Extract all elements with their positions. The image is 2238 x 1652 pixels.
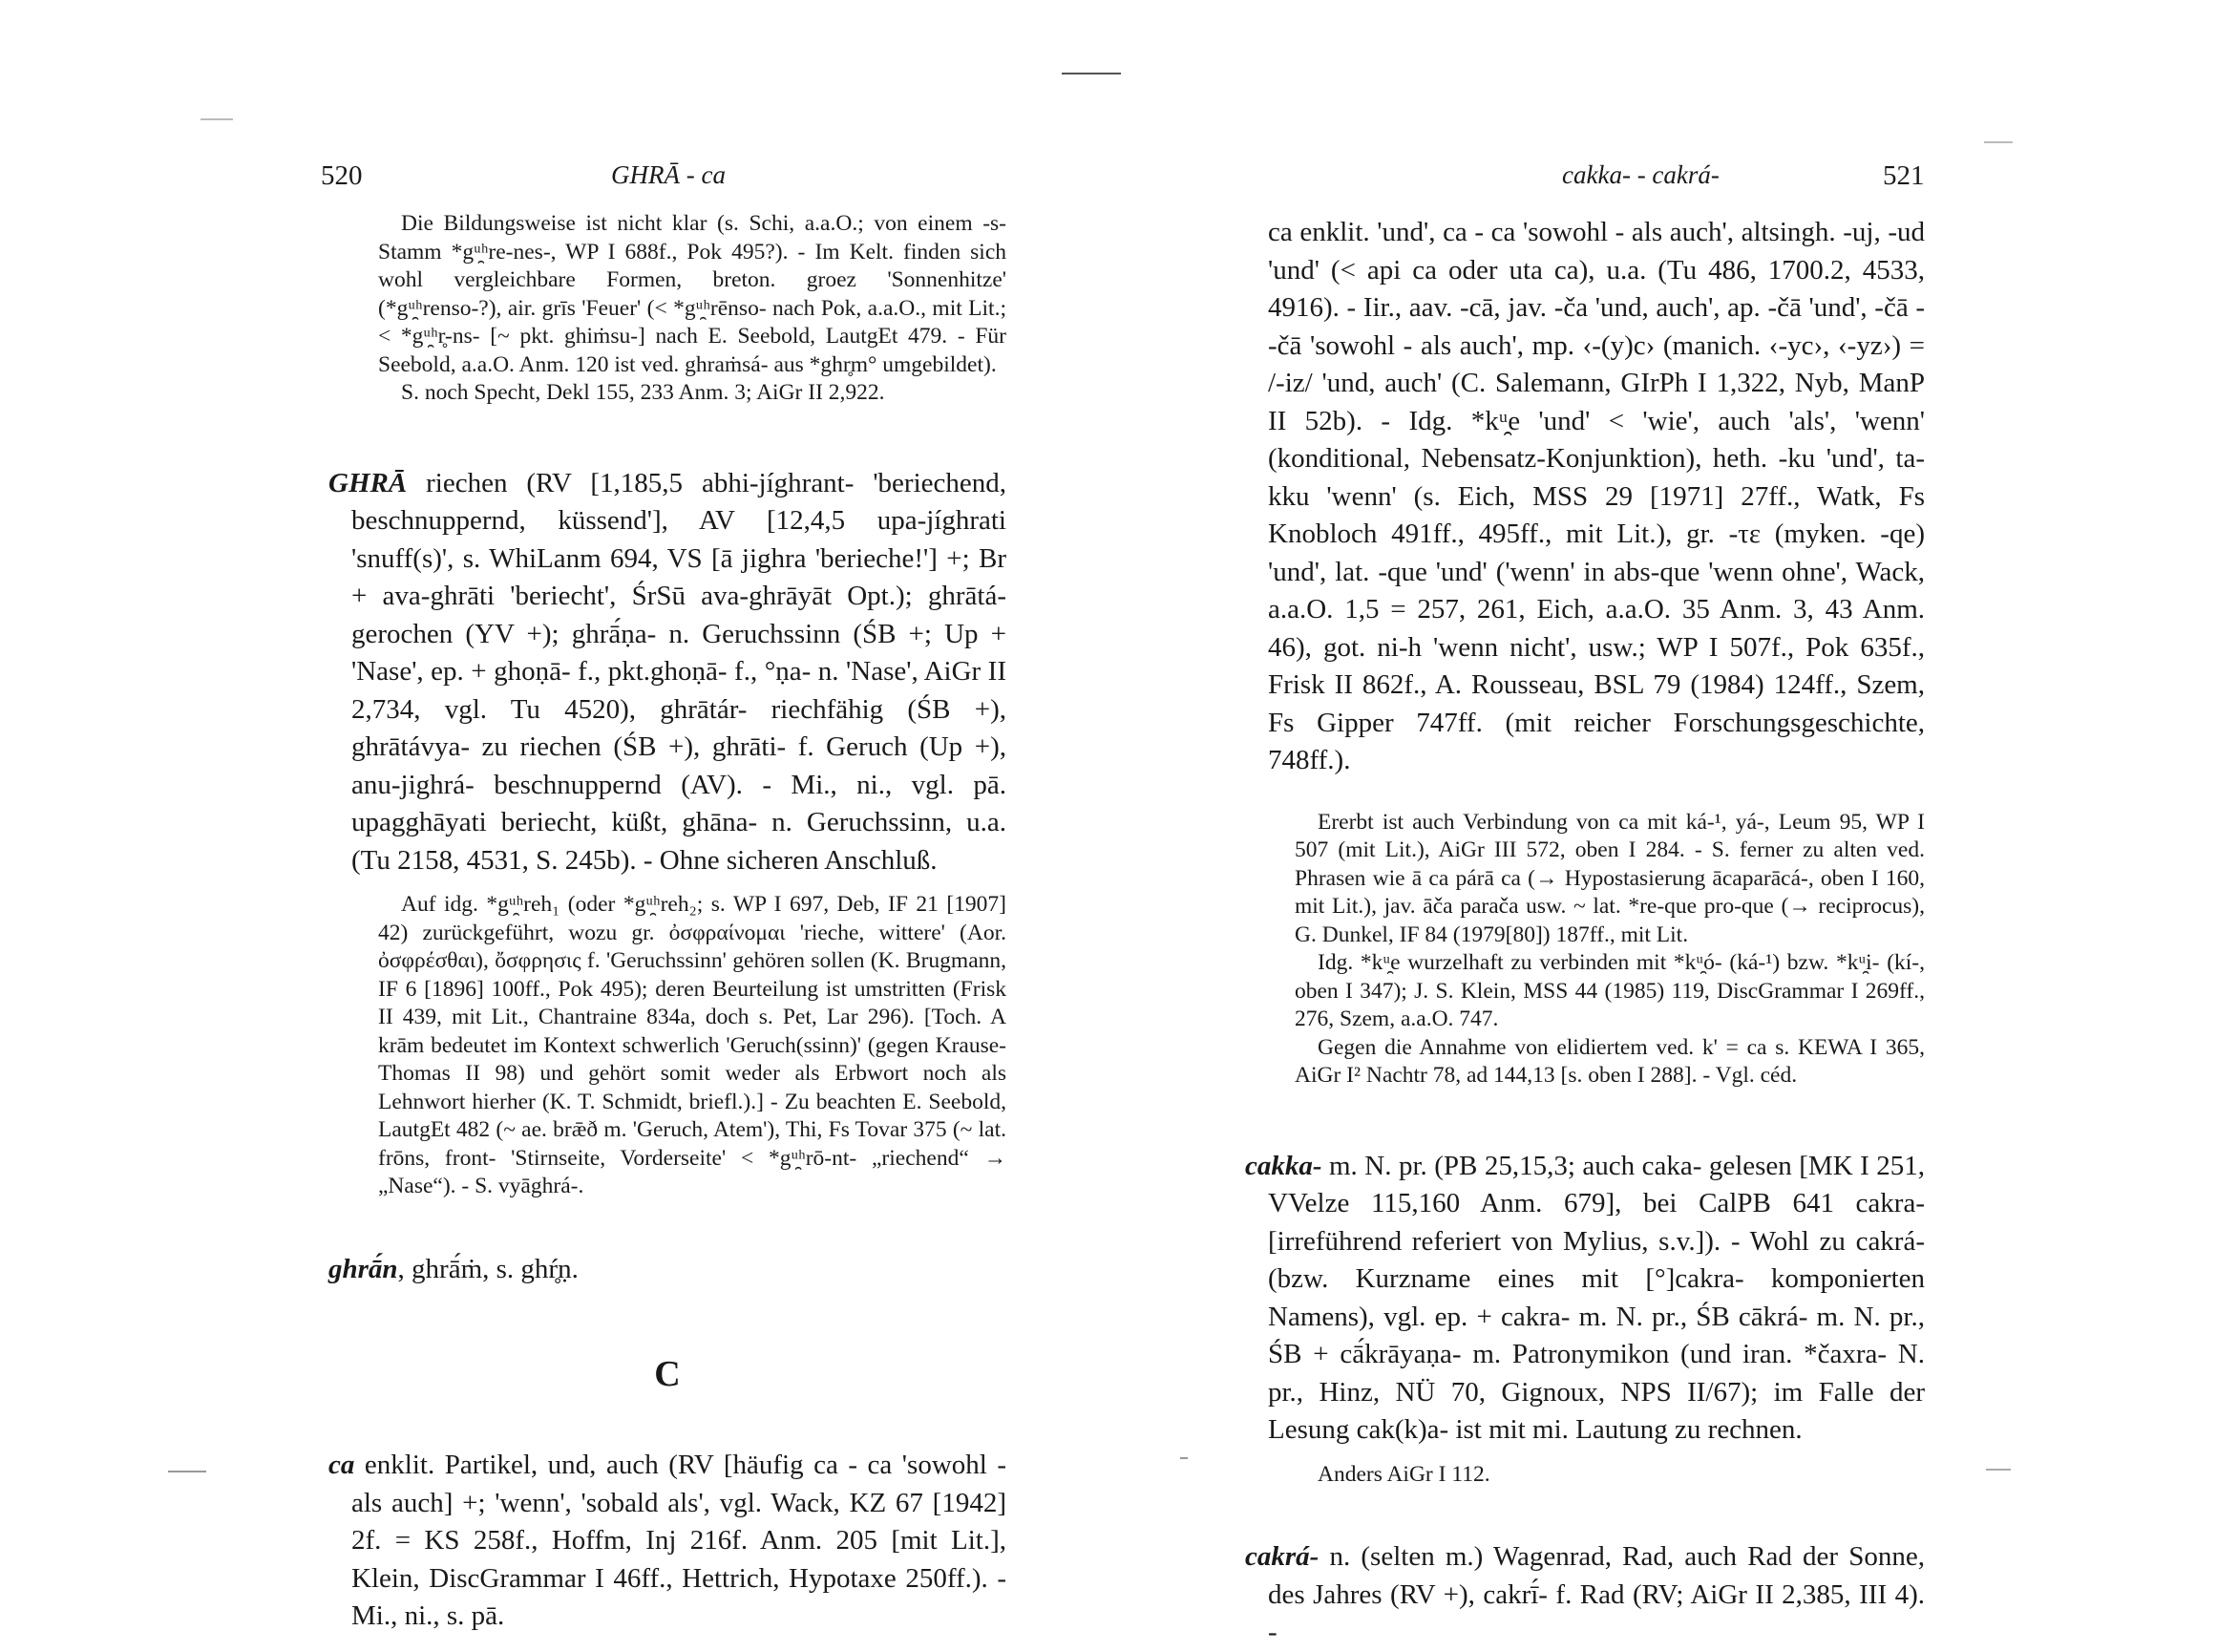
- running-head-right: cakka- - cakrá-: [1562, 160, 1720, 189]
- entry-text: enklit. Partikel, und, auch (RV [häufig ca - ca 'sowohl - als auch] +; 'wenn', 'sobald als', vgl. Wack, KZ 67 [1942] 2f. = KS 258f., Hoffm, Inj 216f. Anm. 205 [mit Lit.], Klein, DiscGrammar I 46ff., Hettrich, Hypotaxe 250ff.). - Mi., ni., s. pā.: [351, 1450, 1006, 1631]
- entry-text: m. N. pr. (PB 25,15,3; auch caka- gelesen [MK I 251, VVelze 115,160 Anm. 679], bei CalPB 641 cakra- [irreführend referiert von Mylius, s.v.]). - Wohl zu cakrá- (bzw. Kurzname eines mit [°]cakra- komponierten Namens), vgl. ep. + cakra- m. N. pr., ŚB cākrá- m. N. pr., ŚB + cā́krāyaṇa- m. Patronymikon (und iran. *čaxra- N. pr., Hinz, NÜ 70, Gignoux, NPS II/67); im Falle der Lesung cak(k)a- ist mit mi. Lautung zu rechnen.: [1268, 1150, 1925, 1445]
- scan-mark: [1986, 1469, 2011, 1471]
- note-paragraph: Anders AiGr I 112.: [1318, 1461, 1490, 1487]
- scan-mark: [201, 118, 233, 120]
- entry-continuation: ca enklit. 'und', ca - ca 'sowohl - als auch', altsingh. -uj, -ud 'und' (< api ca oder uta ca), u.a. (Tu 486, 1700.2, 4533, 4916). - Iir., aav. -cā, jav. -ča 'und, auch', ap. -čā 'und', -čā - -čā 'sowohl - als auch', mp. ‹-(y)c› (manich. ‹-yc›, ‹-yz›) = /-iz/ 'und, auch' (C. Salemann, GIrPh I 1,322, Nyb, ManP II 52b). - Idg. *kᵘ̯e 'und' < 'wie', auch 'als', 'wenn' (konditional, Nebensatz-Konjunktion), heth. -ku 'und', ta-kku 'wenn' (s. Eich, MSS 29 [1971] 27ff., Watk, Fs Knobloch 491ff., 495ff., mit Lit.), gr. -τε (myken. -qe) 'und', lat. -que 'und' ('wenn' in abs-que 'wenn ohne', Wack, a.a.O. 1,5 = 257, 261, Eich, a.a.O. 35 Anm. 3, 43 Anm. 46), got. ni-h 'wenn nicht', usw.; WP I 507f., Pok 635f., Frisk II 862f., A. Rousseau, BSL 79 (1984) 124ff., Szem, Fs Gipper 747ff. (mit reicher Forschungsgeschichte, 748ff.).: [1268, 217, 1925, 775]
- entry-headword: ghrā́n: [328, 1253, 398, 1284]
- spacer: [1245, 1489, 1925, 1538]
- right-column: [1245, 214, 1925, 1652]
- scan-mark: [1180, 1457, 1188, 1459]
- spacer: [328, 879, 1006, 891]
- note-paragraph: Idg. *kᵘ̯e wurzelhaft zu verbinden mit *kᵘ̯ó- (ká-¹) bzw. *kᵘ̯i- (kí-, oben I 347); J. S. Klein, MSS 44 (1985) 119, DiscGrammar I 269ff., 276, Szem, a.a.O. 747.: [1295, 950, 1925, 1031]
- spacer: [1245, 1450, 1925, 1461]
- scan-mark: [1984, 141, 2013, 143]
- dictionary-entry: [1245, 1538, 1925, 1652]
- dictionary-entry: [1245, 1148, 1925, 1450]
- scan-mark: [1062, 73, 1121, 74]
- spacer: [328, 1201, 1006, 1251]
- spacer: [1245, 1091, 1925, 1148]
- entry-headword: GHRĀ: [328, 467, 408, 498]
- left-page: [0, 0, 1119, 1631]
- dictionary-entry: [328, 1251, 1006, 1289]
- entry-text: riechen (RV [1,185,5 abhi-jíghrant- 'beriechend, beschnuppernd, küssend'], AV [12,4,5 upa-jíghrati 'snuff(s)', s. WhiLanm 694, VS [ā jighra 'berieche!'] +; Br + ava-ghrāti 'beriecht', ŚrSū ava-ghrāyāt Opt.); ghrātá- gerochen (YV +); ghrā́ṇa- n. Geruchssinn (ŚB +; Up + 'Nase', ep. + ghoṇā- f., pkt.ghoṇā- f., °ṇa- n. 'Nase', AiGr II 2,734, vgl. Tu 4520), ghrātár- riechfähig (ŚB +), ghrātávya- zu riechen (ŚB +), ghrāti- f. Geruch (Up +), anu-jighrá- beschnuppernd (AV). - Mi., ni., vgl. pā. upagghāyati beriecht, küßt, ghāna- n. Geruchssinn, u.a. (Tu 2158, 4531, S. 245b). - Ohne sicheren Anschluß.: [351, 467, 1006, 876]
- running-head-left: GHRĀ - ca: [611, 160, 726, 189]
- entry-headword: cakka-: [1245, 1150, 1322, 1181]
- left-column: [328, 210, 1006, 1636]
- entry-text: , ghrā́ṁ, s. ghŕ̥ṇ.: [397, 1253, 579, 1284]
- entry-text: n. (selten m.) Wagenrad, Rad, auch Rad der Sonne, des Jahres (RV +), cakrī́- f. Rad (RV; AiGr II 2,385, III 4). -: [1268, 1541, 1925, 1647]
- note-paragraph: S. noch Specht, Dekl 155, 233 Anm. 3; AiGr II 2,922.: [401, 380, 885, 405]
- dictionary-entry: [328, 465, 1006, 880]
- page-number-left: 520: [321, 160, 363, 191]
- note-paragraph: Die Bildungsweise ist nicht klar (s. Schi, a.a.O.; von einem -s-Stamm *gᵘ̯ʰre-nes-, WP I 688f., Pok 495?). - Im Kelt. finden sich wohl vergleichbare Formen, breton. groez 'Sonnenhitze' (*gᵘ̯ʰrenso-?), air. grīs 'Feuer' (< *gᵘ̯ʰrēnso- nach Pok, a.a.O., mit Lit.; < *gᵘ̯ʰr̥-ns- [~ pkt. ghiṁsu-] nach E. Seebold, LautgEt 479. - Für Seebold, a.a.O. Anm. 120 ist ved. ghraṁsá- aus *ghr̥m° umgebildet).: [378, 211, 1006, 377]
- note-paragraph: Auf idg. *gᵘ̯ʰreh₁ (oder *gᵘ̯ʰreh₂; s. WP I 697, Deb, IF 21 [1907] 42) zurückgeführt, wozu gr. ὀσφραίνομαι 'rieche, wittere' (Aor. ὀσφρέσθαι), ὄσφρησις f. 'Geruchssinn' gehören sollen (K. Brugmann, IF 6 [1896] 100ff., Pok 495); deren Beurteilung ist umstritten (Frisk II 439, mit Lit., Chantraine 834a, doch s. Pet, Lar 296). [Toch. A krām bedeutet im Kontext schwerlich 'Geruch(ssinn)' (gegen Krause-Thomas II 98) und gehört somit weder als Erbwort noch als Lehnwort hierher (K. T. Schmidt, briefl.).] - Zu beachten E. Seebold, LautgEt 482 (~ ae. brǣð m. 'Geruch, Atem'), Thi, Fs Tovar 375 (~ lat. frōns, front- 'Stirnseite, Vorderseite' < *gᵘ̯ʰrō-nt- „riechend“ → „Nase“). - S. vyāghrá-.: [378, 892, 1006, 1198]
- spacer: [328, 408, 1006, 465]
- spacer: [1245, 780, 1925, 809]
- entry-headword: ca: [328, 1450, 355, 1480]
- scan-mark: [168, 1471, 206, 1472]
- right-page: [1119, 0, 2238, 1647]
- note-paragraph: Ererbt ist auch Verbindung von ca mit ká-¹, yá-, Leum 95, WP I 507 (mit Lit.), AiGr III 572, oben I 284. - S. ferner zu alten ved. Phrasen wie ā ca párā ca (→ Hypostasierung ācaparācá-, oben I 160, mit Lit.), jav. āča parača usw. ~ lat. *re-que pro-que (→ reciprocus), G. Dunkel, IF 84 (1979[80]) 187ff., mit Lit.: [1295, 809, 1925, 947]
- entry-headword: cakrá-: [1245, 1541, 1320, 1572]
- section-letter: C: [654, 1354, 681, 1394]
- page-number-right: 521: [1883, 160, 1925, 191]
- note-paragraph: Gegen die Annahme von elidiertem ved. k' = ca s. KEWA I 365, AiGr I² Nachtr 78, ad 144,13 [s. oben I 288]. - Vgl. céd.: [1295, 1034, 1925, 1088]
- dictionary-entry: [328, 1447, 1006, 1636]
